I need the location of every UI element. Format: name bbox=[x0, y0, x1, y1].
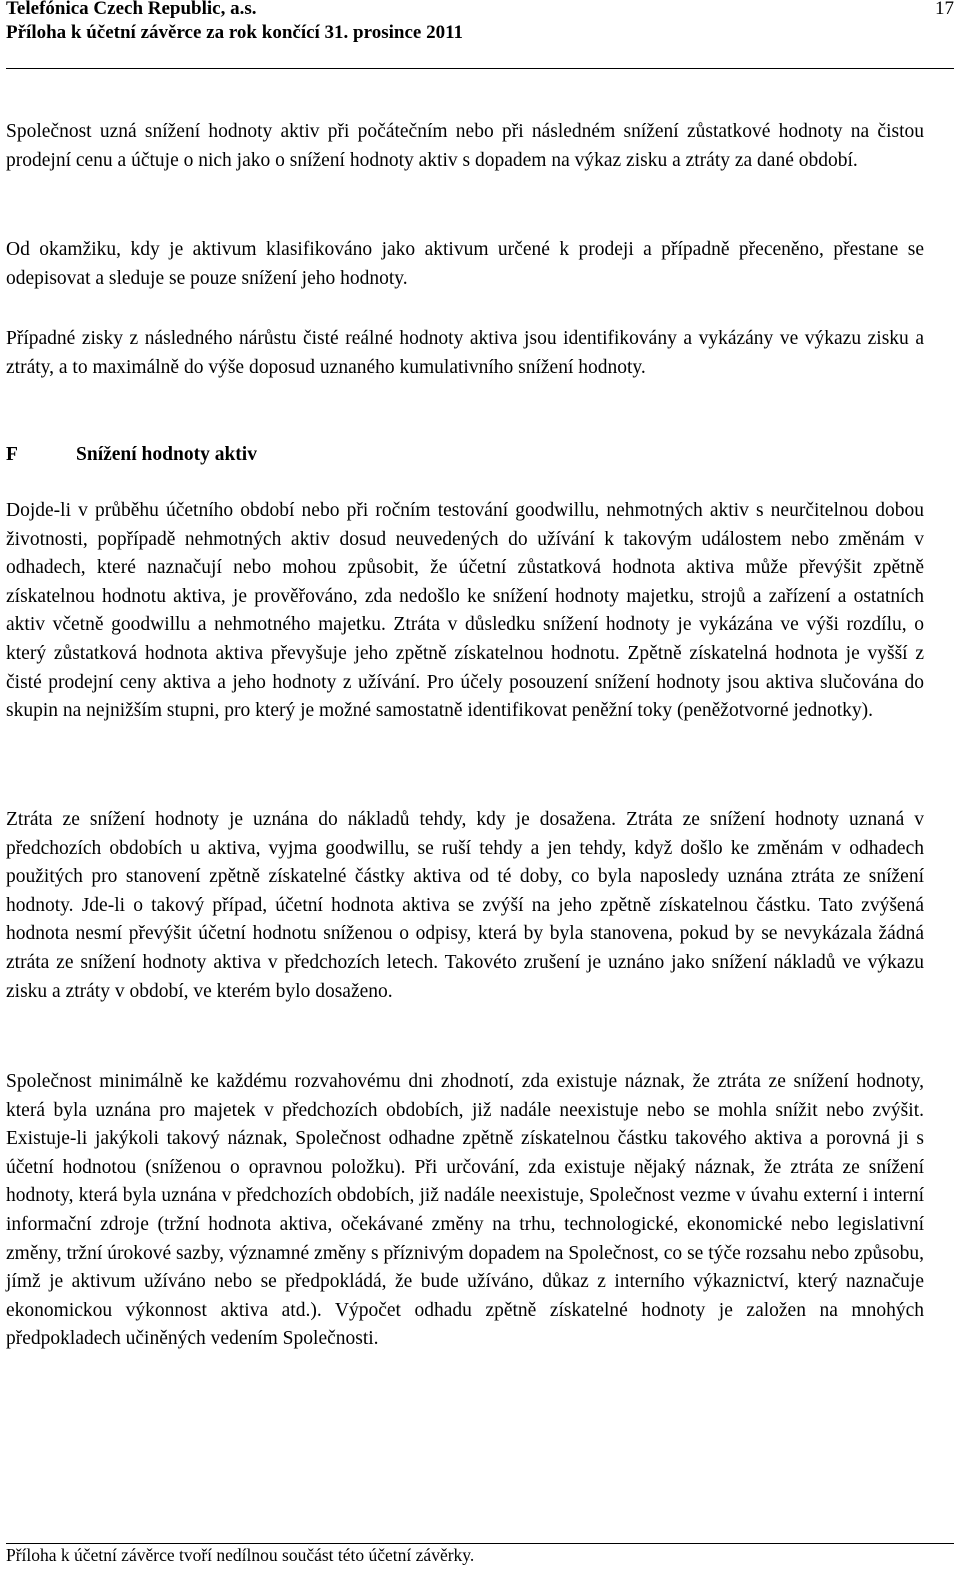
header-divider bbox=[6, 68, 954, 69]
page-footer-note: Příloha k účetní závěrce tvoří nedílnou součást této účetní závěrky. bbox=[6, 1545, 475, 1565]
section-heading bbox=[6, 441, 924, 469]
paragraph-impairment-test: Dojde-li v průběhu účetního období nebo při ročním testování goodwillu, nehmotných aktiv s neurčitelnou dobou životnosti, popřípadě nehmotných aktiv dosud neuvedených do užívání k takovým událostem nebo změnám v odhadech, které naznačují nebo mohou způsobit, že účetní zůstatková hodnota aktiva může převýšit zpětně získatelnou hodnotu aktiva, je prověřováno, zda nedošlo ke snížení hodnoty majetku, strojů a zařízení a ostatních aktiv včetně goodwillu a nehmotného majetku. Ztráta v důsledku snížení hodnoty je vykázána ve výši rozdílu, o který zůstatková hodnota aktiva převyšuje jeho zpětně získatelnou hodnotu. Zpětně získatelná hodnota je vyšší z čisté prodejní ceny aktiva a jeho hodnoty z užívání. Pro účely posouzení snížení hodnoty jsou aktiva slučována do skupin na nejnižším stupni, pro který je možné samostatně identifikovat peněžní toky (peněžotvorné jednotky). bbox=[6, 500, 924, 722]
paragraph-held-for-sale: Od okamžiku, kdy je aktivum klasifikováno jako aktivum určené k prodeji a případně přeceněno, přestane se odepisovat a sleduje se pouze snížení jeho hodnoty. bbox=[6, 239, 924, 289]
company-name: Telefónica Czech Republic, a.s. bbox=[6, 0, 257, 19]
section-title: Snížení hodnoty aktiv bbox=[76, 444, 257, 465]
paragraph-indicators: Společnost minimálně ke každému rozvahovému dni zhodnotí, zda existuje náznak, že ztráta ze snížení hodnoty, která byla uznána pro majetek v předchozích obdobích, již nadále neexistuje nebo se mohla snížit nebo zvýšit. Existuje-li jakýkoli takový náznak, Společnost odhadne zpětně získatelnou částku takového aktiva a porovná ji s účetní hodnotou (sníženou o opravnou položku). Při určování, zda existuje nějaký náznak, že ztráta ze snížení hodnoty, která byla uznána v předchozích obdobích, již nadále neexistuje, Společnost vezme v úvahu externí i interní informační zdroje (tržní hodnota aktiva, očekávané změny na trhu, technologické, ekonomické nebo legislativní změny, tržní úrokové sazby, významné změny s příznivým dopadem na Společnost, co se týče rozsahu nebo způsobu, jímž je aktivum užíváno nebo se předpokládá, že bude užíváno, důkaz z interního výkaznictví, který naznačuje ekonomickou výkonnost aktiva atd.). Výpočet odhadu zpětně získatelné hodnoty je založen na mnohých předpokladech učiněných vedením Společnosti. bbox=[6, 1071, 924, 1350]
paragraph-loss-reversal: Ztráta ze snížení hodnoty je uznána do nákladů tehdy, kdy je dosažena. Ztráta ze snížení hodnoty uznaná v předchozích obdobích u aktiva, vyjma goodwillu, se ruší tehdy a jen tehdy, když došlo ke změnám v odhadech použitých pro stanovení zpětně získatelné částky aktiva od té doby, co byla naposledy uznána ztráta ze snížení hodnoty. Jde-li o takový případ, účetní hodnota aktiva se zvýší na jeho zpětně získatelnou částku. Tato zvýšená hodnota nesmí převýšit účetní hodnotu sníženou o odpisy, která by byla stanovena, pokud by se nevykázala žádná ztráta ze snížení hodnoty aktiva v předchozích letech. Takovéto zrušení je uznáno jako snížení nákladů ve výkazu zisku a ztráty v období, ve kterém bylo dosaženo. bbox=[6, 809, 924, 1002]
section-letter: F bbox=[6, 444, 18, 465]
footer-divider bbox=[6, 1543, 954, 1544]
document-subtitle: Příloha k účetní závěrce za rok končící 31. prosince 2011 bbox=[6, 22, 464, 43]
page-header bbox=[6, 0, 954, 70]
paragraph-recognition: Společnost uzná snížení hodnoty aktiv při počátečním nebo při následném snížení zůstatkové hodnoty na čistou prodejní cenu a účtuje o nich jako o snížení hodnoty aktiv s dopadem na výkaz zisku a ztráty za dané období. bbox=[6, 121, 924, 171]
paragraph-subsequent-gains: Případné zisky z následného nárůstu čisté reálné hodnoty aktiva jsou identifikovány a vykázány ve výkazu zisku a ztráty, a to maximálně do výše doposud uznaného kumulativního snížení hodnoty. bbox=[6, 328, 924, 378]
page-number: 17 bbox=[935, 0, 954, 19]
